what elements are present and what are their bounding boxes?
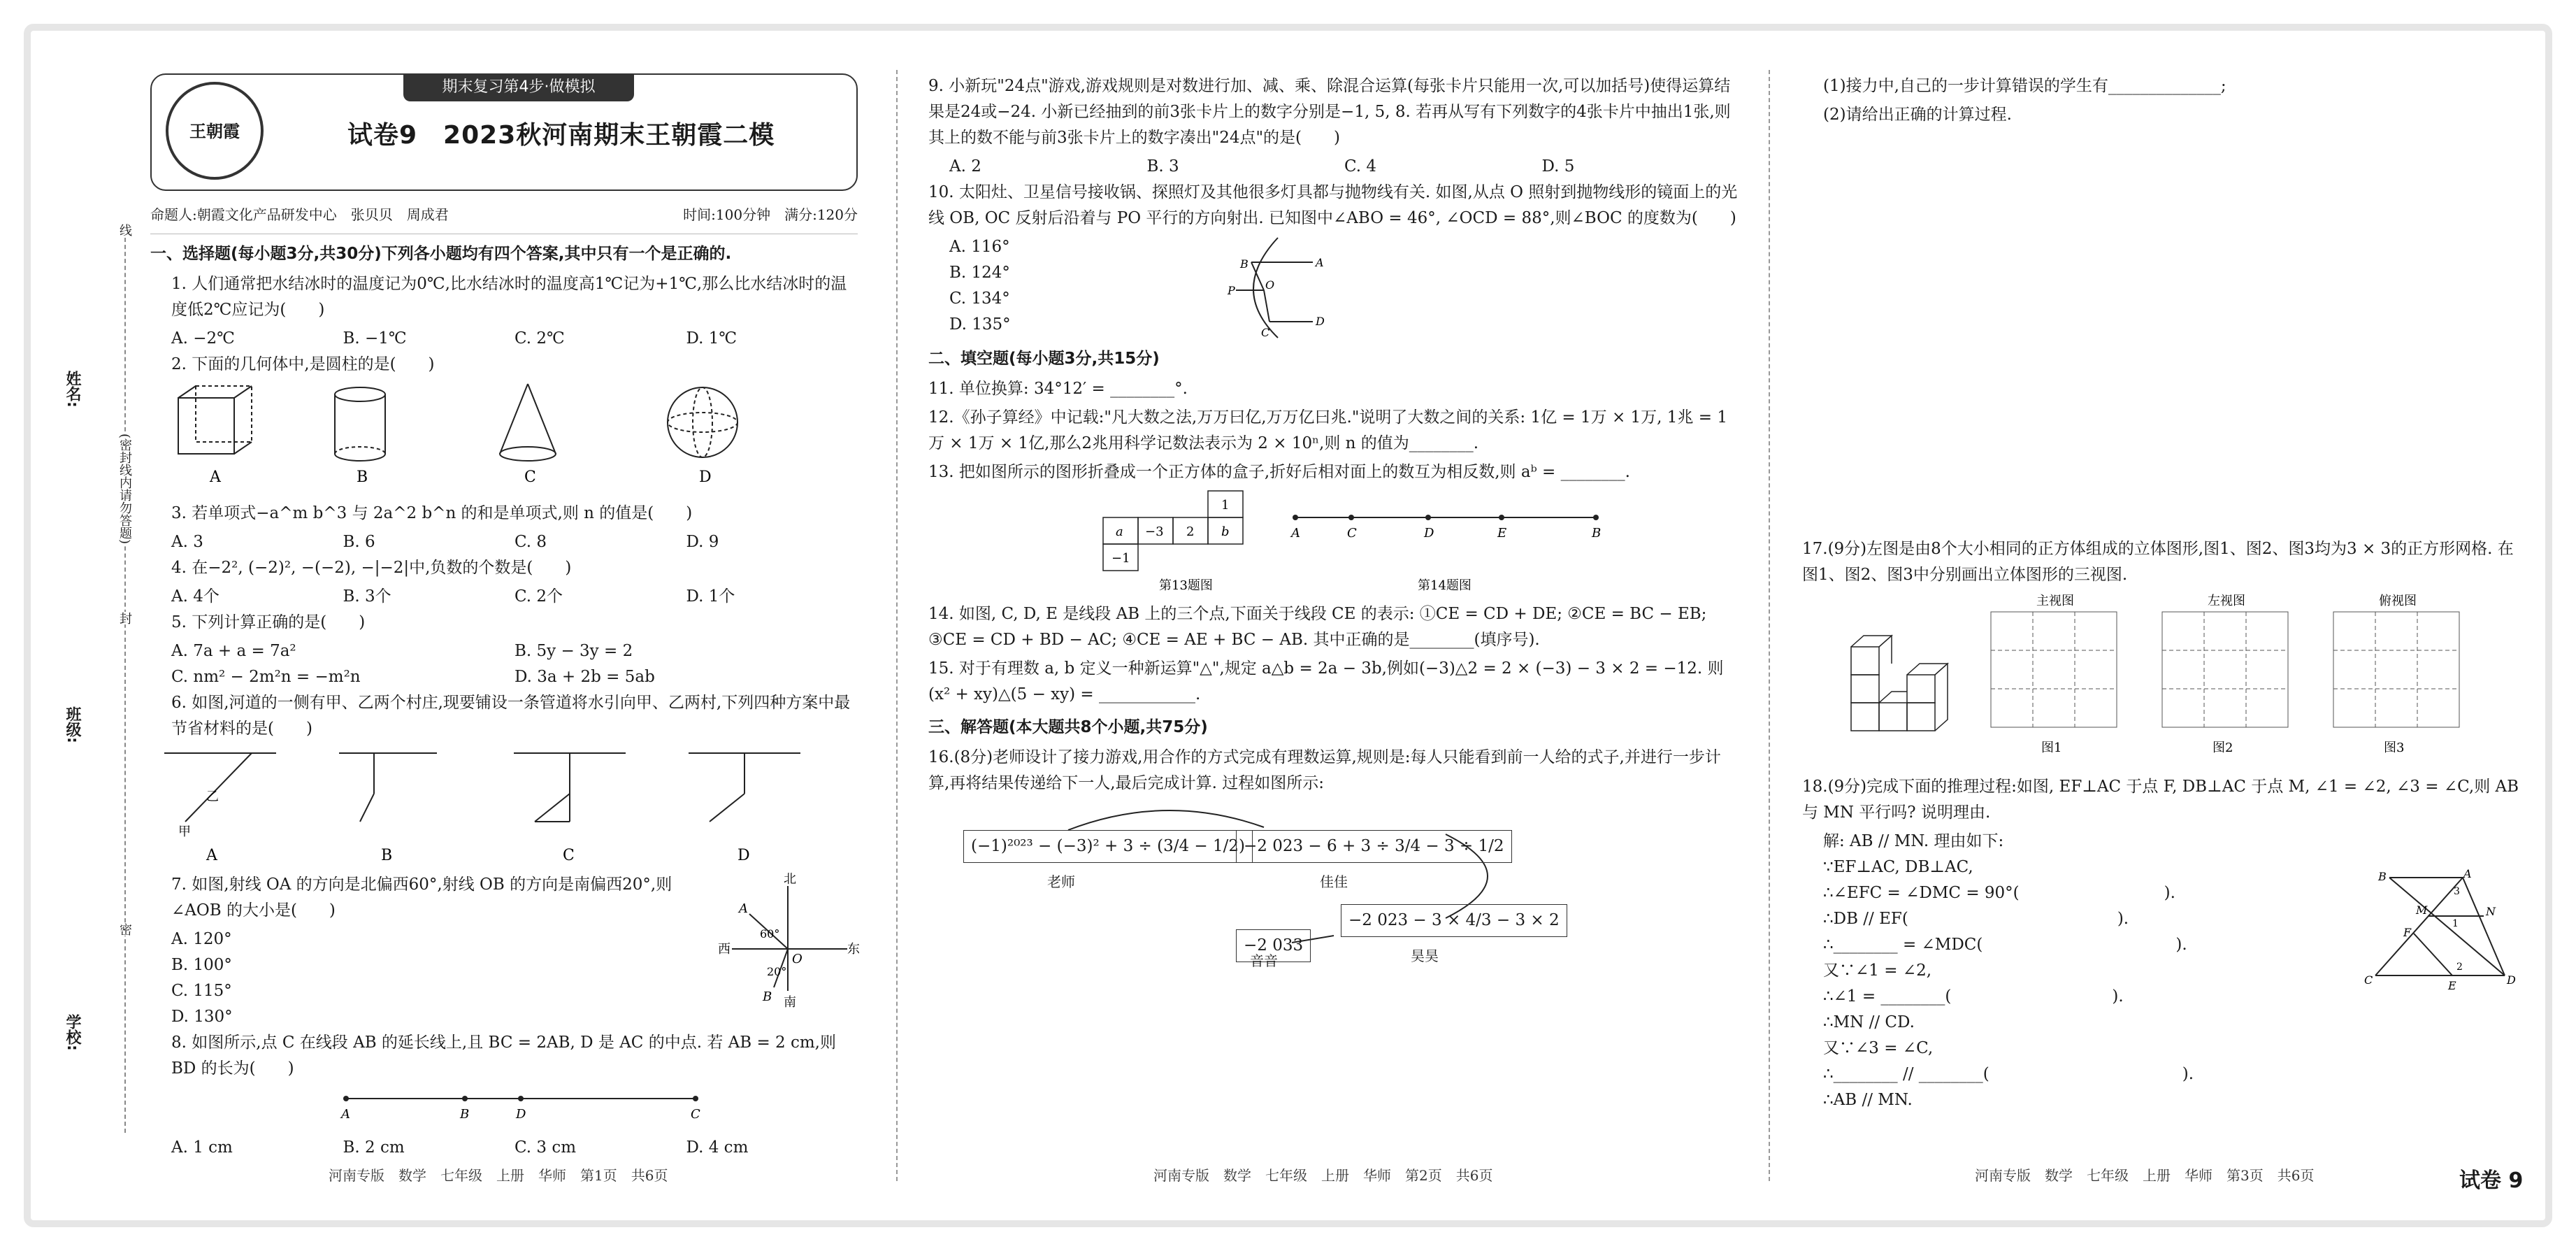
- q8-segment-figure: [150, 1085, 849, 1127]
- net-cell: a: [1116, 524, 1123, 539]
- option: A. 1 cm: [171, 1138, 233, 1157]
- proof-line: 又∵∠3 = ∠C,: [1823, 1039, 1934, 1057]
- question-3-options: [150, 529, 858, 555]
- point-e: E: [1497, 526, 1507, 541]
- cube-stack: [1851, 636, 1948, 731]
- footer-page-2: 河南专版 数学 七年级 上册 华师 第2页 共6页: [1153, 1167, 1493, 1184]
- question-4-options: [150, 584, 858, 610]
- option: A. −2℃: [171, 329, 235, 348]
- proof-line: ∴DB // EF( ).: [1823, 910, 2129, 928]
- point-b: B: [1592, 526, 1602, 541]
- question-1: 1. 人们通常把水结冰时的温度记为0℃,比水结冰时的温度高1℃记为+1℃,那么比水结冰时的温度低2℃应记为( ): [171, 275, 847, 319]
- proof-line: ∴MN // CD.: [1823, 1013, 1915, 1031]
- question-5-options-row2: [150, 664, 858, 690]
- q10-parabola-figure: [1222, 234, 1404, 339]
- point-c: C: [1347, 526, 1357, 541]
- label-b: B: [357, 469, 368, 486]
- q13-caption: 第13题图: [1159, 578, 1213, 593]
- option: B. 5y − 3y = 2: [515, 642, 633, 660]
- question-16-part2: (2)请给出正确的计算过程.: [1823, 106, 2012, 124]
- angle-60: 60°: [760, 927, 780, 941]
- option: A. 7a + a = 7a²: [171, 642, 296, 660]
- relay-person-jiajia: 佳佳: [1320, 873, 1348, 890]
- grid-top: [2333, 612, 2459, 727]
- option: D. 135°: [949, 315, 1011, 334]
- q14-caption: 第14题图: [1418, 578, 1472, 593]
- question-5: 5. 下列计算正确的是( ): [171, 613, 366, 631]
- q13-q14-figures: [928, 488, 1739, 593]
- point-p: P: [1228, 284, 1235, 297]
- point-n: N: [2486, 905, 2496, 918]
- point-a: A: [739, 901, 748, 916]
- exam-number-badge: 试卷 9: [2459, 1168, 2524, 1193]
- label-d: D: [737, 847, 750, 864]
- binding-strip: [49, 224, 132, 1133]
- section-3-heading: 三、解答题(本大题共8个小题,共75分): [928, 718, 1208, 736]
- fig-label-1: 图1: [2041, 741, 2062, 755]
- point-c: C: [1261, 326, 1270, 339]
- authors: 命题人:朝霞文化产品研发中心 张贝贝 周成君: [150, 206, 449, 223]
- option: C. 2℃: [515, 329, 565, 348]
- option: A. 120°: [171, 930, 232, 948]
- relay-box-jiajia: −2 023 − 6 + 3 ÷ 3/4 − 3 ÷ 1/2: [1236, 830, 1512, 863]
- option: D. 130°: [171, 1008, 233, 1026]
- question-2: 2. 下面的几何体中,是圆柱的是( ): [171, 355, 435, 373]
- label-c: C: [524, 469, 536, 486]
- option: A. 4个: [171, 587, 220, 606]
- question-7-block: [150, 872, 858, 1030]
- net-cell: −1: [1111, 551, 1130, 566]
- question-12: 12.《孙子算经》中记载:"凡大数之法,万万曰亿,万万亿曰兆."说明了大数之间的关系: 1亿 = 1万 × 1万, 1兆 = 1万 × 1万 × 1亿,那么2兆用科学记数法表示为 2 × 10ⁿ,则 n 的值为________.: [928, 408, 1727, 452]
- review-tab: 期末复习第4步·做模拟: [403, 73, 634, 101]
- label-c: C: [563, 847, 575, 864]
- name-label: 姓名:: [64, 371, 81, 408]
- proof-line: ∵EF⊥AC, DB⊥AC,: [1823, 858, 1973, 876]
- q18-triangle-figure: [2361, 867, 2529, 1024]
- option: C. nm² − 2m²n = −m²n: [171, 668, 361, 686]
- angle-20: 20°: [767, 965, 787, 978]
- point-c: C: [691, 1107, 700, 1122]
- option: D. 4 cm: [686, 1138, 749, 1157]
- relay-person-yinyin: 音音: [1250, 952, 1278, 969]
- view-label-left: 左视图: [2208, 594, 2245, 608]
- school-label: 学校:: [64, 1014, 81, 1051]
- q2-solids-figure: [150, 380, 849, 492]
- option: D. 9: [686, 533, 719, 551]
- question-9-options: [928, 154, 1739, 180]
- seal-notice: (密封线内请勿答题): [115, 434, 134, 544]
- option: A. 2: [949, 157, 981, 176]
- net-cell: b: [1221, 524, 1230, 539]
- question-18: 18.(9分)完成下面的推理过程:如图, EF⊥AC 于点 F, DB⊥AC 于点 M, ∠1 = ∠2, ∠3 = ∠C,则 AB 与 MN 平行吗? 说明理由.: [1802, 778, 2519, 822]
- option: D. 5: [1541, 157, 1575, 176]
- north-label: 北: [784, 872, 796, 887]
- proof-line: 解: AB // MN. 理由如下:: [1823, 832, 2004, 850]
- class-label: 班级:: [64, 706, 81, 743]
- question-11: 11. 单位换算: 34°12′ = ________°.: [928, 380, 1188, 398]
- point-o: O: [792, 952, 803, 966]
- question-10: 10. 太阳灶、卫星信号接收锅、探照灯及其他很多灯具都与抛物线有关. 如图,从点 O 照射到抛物线形的镜面上的光线 OB, OC 反射后沿着与 PO 平行的方向射出. 已知图中∠ABO = 46°, ∠OCD = 88°,则∠BOC 的度数为( ): [928, 183, 1738, 227]
- question-14: 14. 如图, C, D, E 是线段 AB 上的三个点,下面关于线段 CE 的表示: ①CE = CD + DE; ②CE = BC − EB; ③CE = CD + BD − AC; ④CE = AE + BC − AB. 其中正确的是________(填序号).: [928, 605, 1707, 649]
- point-d: D: [2507, 973, 2516, 987]
- option: A. 116°: [949, 238, 1010, 256]
- option: B. 3: [1146, 157, 1179, 176]
- relay-person-haohao: 昊昊: [1411, 948, 1439, 964]
- point-a: A: [1291, 526, 1300, 541]
- column-2: [928, 73, 1739, 1181]
- sphere-solid: [668, 387, 737, 457]
- seal-mark-line: 线: [115, 224, 134, 236]
- point-e: E: [2448, 979, 2456, 992]
- seal-mark-feng: 封: [115, 612, 134, 624]
- question-6: 6. 如图,河道的一侧有甲、乙两个村庄,现要铺设一条管道将水引向甲、乙两村,下列四种方案中最节省材料的是( ): [171, 694, 851, 738]
- question-16-part1: (1)接力中,自己的一步计算错误的学生有______________;: [1823, 77, 2226, 95]
- option: B. 2 cm: [343, 1138, 405, 1157]
- column-separator: [896, 70, 898, 1181]
- point-c: C: [2364, 973, 2373, 987]
- option: C. 3 cm: [515, 1138, 577, 1157]
- west-label: 西: [718, 942, 731, 957]
- point-o: O: [1265, 278, 1275, 292]
- net-cell: 1: [1221, 498, 1230, 513]
- point-f: F: [2403, 926, 2412, 939]
- question-18-block: [1802, 829, 2529, 1113]
- option: C. 134°: [949, 289, 1010, 308]
- footer-page-1: 河南专版 数学 七年级 上册 华师 第1页 共6页: [329, 1167, 668, 1184]
- label-a: A: [210, 469, 221, 486]
- column-1: [150, 73, 858, 1181]
- point-d: D: [1316, 315, 1325, 328]
- question-7-text-block: [150, 872, 718, 1030]
- angle-3: 3: [2454, 886, 2460, 897]
- label-d: D: [699, 469, 712, 486]
- question-7: 7. 如图,射线 OA 的方向是北偏西60°,射线 OB 的方向是南偏西20°,则∠AOB 的大小是( ): [171, 875, 672, 920]
- point-d: D: [1424, 526, 1434, 541]
- option: C. 8: [515, 533, 547, 551]
- point-a: A: [2463, 867, 2472, 880]
- proof-line: ∴∠1 = ________( ).: [1823, 987, 2124, 1006]
- point-b: B: [460, 1107, 470, 1122]
- option: A. 3: [171, 533, 203, 551]
- option: C. 4: [1344, 157, 1377, 176]
- seal-mark-mi: 密: [115, 923, 134, 936]
- question-8-options: [150, 1135, 858, 1161]
- option: B. 124°: [949, 264, 1010, 282]
- option: B. 100°: [171, 956, 232, 974]
- proof-line: 又∵∠1 = ∠2,: [1823, 962, 1932, 980]
- seal-line: [124, 224, 126, 1133]
- point-b: B: [2378, 870, 2387, 883]
- question-4: 4. 在−2², (−2)², −(−2), −|−2|中,负数的个数是( ): [171, 559, 572, 577]
- option: B. −1℃: [343, 329, 407, 348]
- answer-space: [1802, 131, 2529, 536]
- q16-relay-figure: [928, 799, 1739, 967]
- option: C. 115°: [171, 982, 232, 1000]
- grid-front: [1991, 612, 2117, 727]
- fig-label-3: 图3: [2384, 741, 2405, 755]
- section-1-heading: 一、选择题(每小题3分,共30分)下列各小题均有四个答案,其中只有一个是正确的.: [150, 245, 732, 263]
- point-b: B: [1240, 257, 1249, 271]
- question-15: 15. 对于有理数 a, b 定义一种新运算"△",规定 a△b = 2a − 3b,例如(−3)△2 = 2 × (−3) − 3 × 2 = −12. 则(x² + xy)△(5 − xy) = ____________.: [928, 659, 1724, 703]
- net-cell: 2: [1186, 524, 1195, 539]
- point-d: D: [516, 1107, 526, 1122]
- proof-line: ∴________ // ________( ).: [1823, 1065, 2194, 1083]
- column-3: [1802, 73, 2529, 1181]
- view-label-front: 主视图: [2036, 594, 2074, 608]
- angle-1: 1: [2452, 918, 2459, 929]
- option: B. 3个: [343, 587, 391, 606]
- exam-title: 试卷9 2023秋河南期末王朝霞二模: [347, 121, 775, 150]
- label-a: A: [206, 847, 217, 864]
- cone-solid: [500, 384, 556, 461]
- cube-solid: [178, 386, 252, 454]
- option: D. 1℃: [686, 329, 737, 348]
- q6-river-figure: [150, 745, 849, 864]
- option: C. 2个: [515, 587, 563, 606]
- view-label-top: 俯视图: [2379, 594, 2417, 608]
- question-13: 13. 把如图所示的图形折叠成一个正方体的盒子,折好后相对面上的数互为相反数,则 aᵇ = ________.: [928, 463, 1630, 481]
- column-separator: [1769, 70, 1770, 1181]
- cylinder-solid: [335, 387, 385, 461]
- south-label: 南: [784, 995, 796, 1010]
- time-score: 时间:100分钟 满分:120分: [683, 206, 858, 223]
- question-8: 8. 如图所示,点 C 在线段 AB 的延长线上,且 BC = 2AB, D 是 AC 的中点. 若 AB = 2 cm,则 BD 的长为( ): [171, 1034, 836, 1078]
- label-b: B: [381, 847, 393, 864]
- question-10-options: [928, 234, 1222, 339]
- q7-compass-figure: [718, 872, 858, 1012]
- point-a: A: [1316, 256, 1324, 269]
- net-cell: −3: [1145, 524, 1164, 539]
- brand-logo: [166, 82, 264, 180]
- q17-views-figure: [1802, 591, 2529, 766]
- point-m: M: [2416, 903, 2428, 917]
- point-b: B: [763, 989, 772, 1004]
- relay-person-teacher: 老师: [1047, 873, 1075, 890]
- question-5-options-row1: [150, 638, 858, 664]
- village-yi: 乙: [206, 789, 219, 804]
- question-16: 16.(8分)老师设计了接力游戏,用合作的方式完成有理数运算,规则是:每人只能看到前一人给的式子,并进行一步计算,再将结果传递给下一人,最后完成计算. 过程如图所示:: [928, 748, 1721, 792]
- point-a: A: [341, 1107, 350, 1122]
- question-3: 3. 若单项式−a^m b^3 与 2a^2 b^n 的和是单项式,则 n 的值是( ): [171, 504, 693, 522]
- question-10-options-block: [928, 234, 1739, 339]
- relay-box-haohao: −2 023 − 3 × 4/3 − 3 × 2: [1341, 904, 1567, 937]
- angle-2: 2: [2456, 962, 2463, 973]
- east-label: 东: [847, 942, 860, 957]
- section-2-heading: 二、填空题(每小题3分,共15分): [928, 350, 1160, 368]
- fig-label-2: 图2: [2212, 741, 2233, 755]
- grid-left: [2162, 612, 2288, 727]
- exam-header: [150, 73, 858, 191]
- option: D. 3a + 2b = 5ab: [515, 668, 655, 686]
- question-9: 9. 小新玩"24点"游戏,游戏规则是对数进行加、减、乘、除混合运算(每张卡片只能用一次,可以加括号)使得运算结果是24或−24. 小新已经抽到的前3张卡片上的数字分别是−1, 5, 8. 若再从写有下列数字的4张卡片中抽出1张,则其上的数不能与前3张卡片上的数字凑出"24点"的是( ): [928, 77, 1731, 147]
- proof-line: ∴∠EFC = ∠DMC = 90°( ).: [1823, 884, 2175, 902]
- relay-box-teacher: (−1)²⁰²³ − (−3)² + 3 ÷ (3/4 − 1/2): [963, 830, 1253, 863]
- proof-lines: [1802, 829, 2361, 1113]
- question-17: 17.(9分)左图是由8个大小相同的正方体组成的立体图形,图1、图2、图3均为3 × 3的正方形网格. 在图1、图2、图3中分别画出立体图形的三视图.: [1802, 540, 2514, 584]
- village-jia: 甲: [178, 824, 191, 839]
- logo-text: 王朝霞: [189, 120, 240, 141]
- exam-meta: [150, 202, 858, 234]
- option: B. 6: [343, 533, 375, 551]
- option: D. 1个: [686, 587, 735, 606]
- footer-page-3: 河南专版 数学 七年级 上册 华师 第3页 共6页: [1975, 1167, 2315, 1184]
- proof-line: ∴AB // MN.: [1823, 1091, 1913, 1109]
- relay-box-yinyin: −2 033: [1236, 929, 1311, 962]
- proof-line: ∴________ = ∠MDC( ).: [1823, 936, 2187, 954]
- question-1-options: [150, 326, 858, 352]
